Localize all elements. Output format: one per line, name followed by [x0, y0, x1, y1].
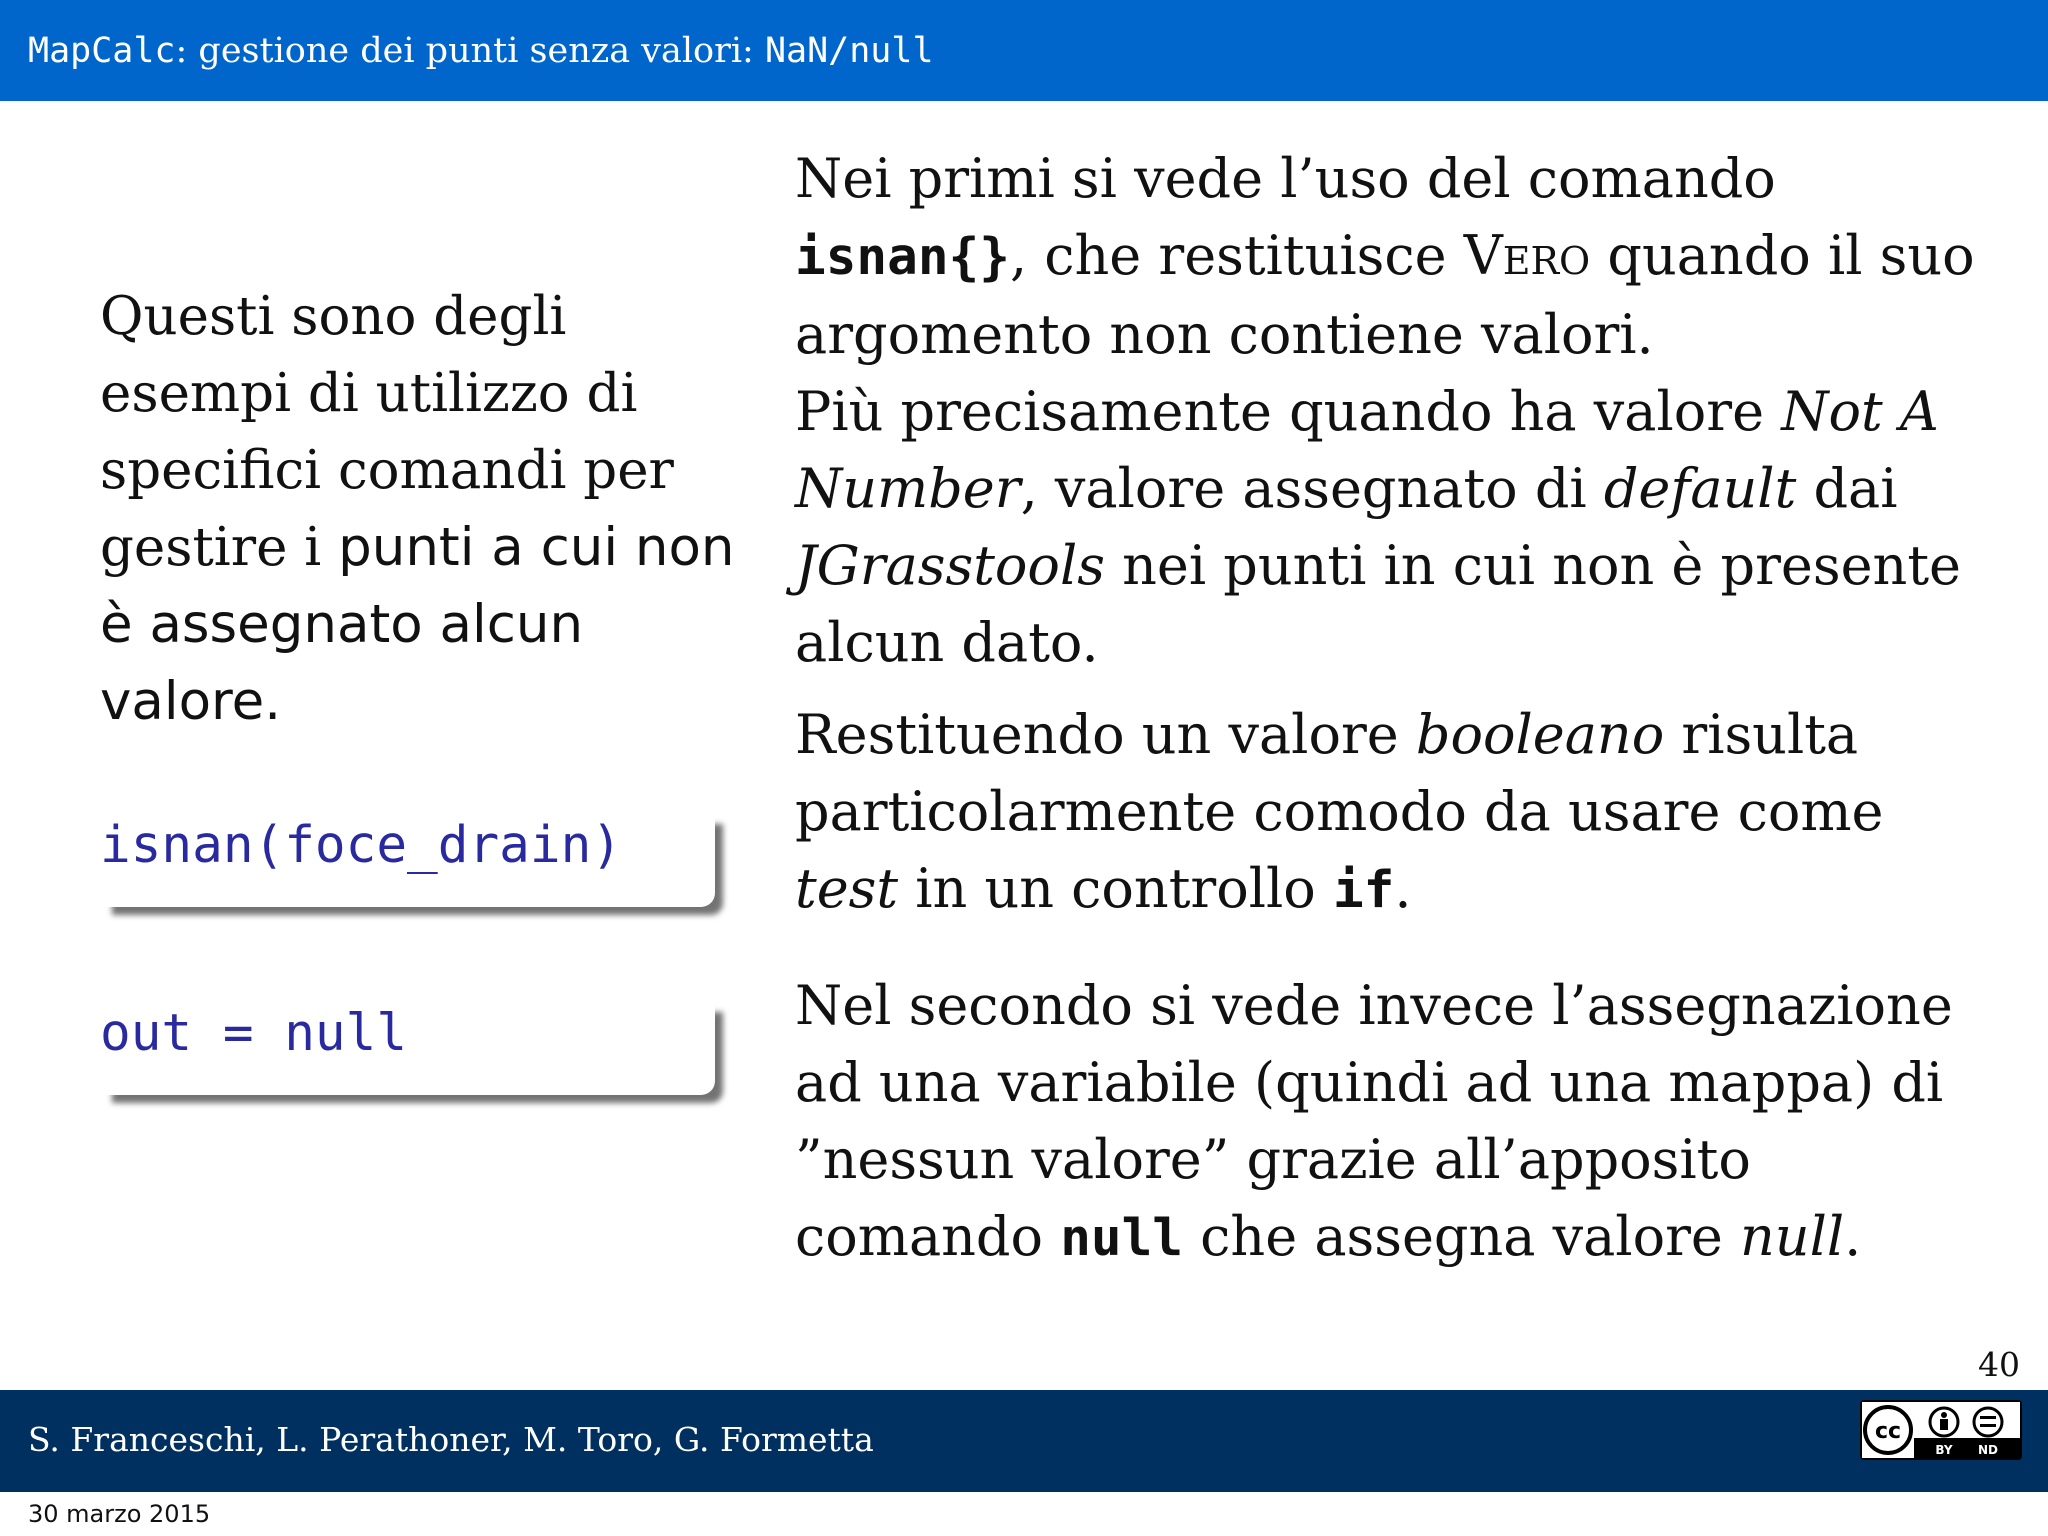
- intro-serif-text: Questi sono degli esempi di utilizzo di specifici comandi per gestire i: [100, 286, 674, 578]
- inline-code-if: if: [1332, 861, 1395, 920]
- italic-test: test: [795, 857, 899, 920]
- italic-nan: Not A Number: [795, 380, 1939, 520]
- text-segment: quando il suo argomento non contiene valori.: [795, 224, 1975, 366]
- text-segment: Nel secondo si vede invece l’assegnazione ad una variabile (quindi ad una mappa) di ”nessun valore” grazie all’apposito comando: [795, 974, 1953, 1268]
- text-segment: che assegna valore: [1183, 1205, 1741, 1268]
- intro-paragraph: [100, 278, 740, 740]
- text-segment: , valore assegnato di: [1020, 457, 1604, 520]
- italic-booleano: booleano: [1415, 703, 1665, 766]
- svg-text:ND: ND: [1977, 1443, 1999, 1457]
- cc-by-nd-icon: [1860, 1400, 2022, 1460]
- title-suffix: NaN/null: [764, 30, 934, 71]
- slide-title: [28, 31, 934, 71]
- code-null: out = null: [100, 1004, 408, 1063]
- authors: S. Franceschi, L. Perathoner, M. Toro, G. Formetta: [28, 1420, 874, 1459]
- paragraph-nan: [795, 373, 1995, 681]
- code-box-null: [100, 1000, 715, 1095]
- text-segment: Restituendo un valore: [795, 703, 1416, 766]
- paragraph-null: [795, 967, 1995, 1277]
- code-box-isnan: [100, 812, 715, 907]
- right-column: [795, 140, 1995, 1277]
- text-segment: .: [1394, 857, 1412, 920]
- text-segment: Più precisamente quando ha valore: [795, 380, 1782, 443]
- inline-code-null: null: [1060, 1209, 1184, 1268]
- title-prefix: MapCalc: [28, 30, 176, 71]
- svg-text:BY: BY: [1935, 1443, 1953, 1457]
- text-segment: in un controllo: [898, 857, 1333, 920]
- text-segment: nei punti in cui non è presente alcun dato.: [795, 534, 1961, 674]
- text-segment: Nei primi si vede l’uso del comando: [795, 147, 1776, 210]
- intro-sans-text: punti a cui non è assegnato alcun valore.: [100, 517, 735, 732]
- paragraph-isnan: [795, 140, 1995, 373]
- paragraph-boolean: [795, 696, 1995, 929]
- text-segment: dai: [1796, 457, 1898, 520]
- page-number: 40: [1978, 1345, 2020, 1384]
- slide-header: [0, 0, 2048, 101]
- date: 30 marzo 2015: [28, 1500, 211, 1528]
- italic-default: default: [1603, 457, 1797, 520]
- italic-jgrasstools: JGrasstools: [795, 534, 1105, 597]
- text-segment: , che restituisce: [1009, 224, 1464, 287]
- code-isnan: isnan(foce_drain): [100, 816, 622, 875]
- left-column: [100, 278, 740, 740]
- inline-code-isnan: isnan{}: [795, 228, 1010, 287]
- title-text: : gestione dei punti senza valori:: [175, 30, 765, 71]
- svg-text:cc: cc: [1874, 1419, 1902, 1444]
- smallcaps-vero: Vero: [1463, 224, 1591, 287]
- text-segment: risulta particolarmente comodo da usare come: [795, 703, 1884, 843]
- text-segment: .: [1844, 1205, 1862, 1268]
- slide-footer: [0, 1390, 2048, 1492]
- italic-null: null: [1740, 1205, 1845, 1268]
